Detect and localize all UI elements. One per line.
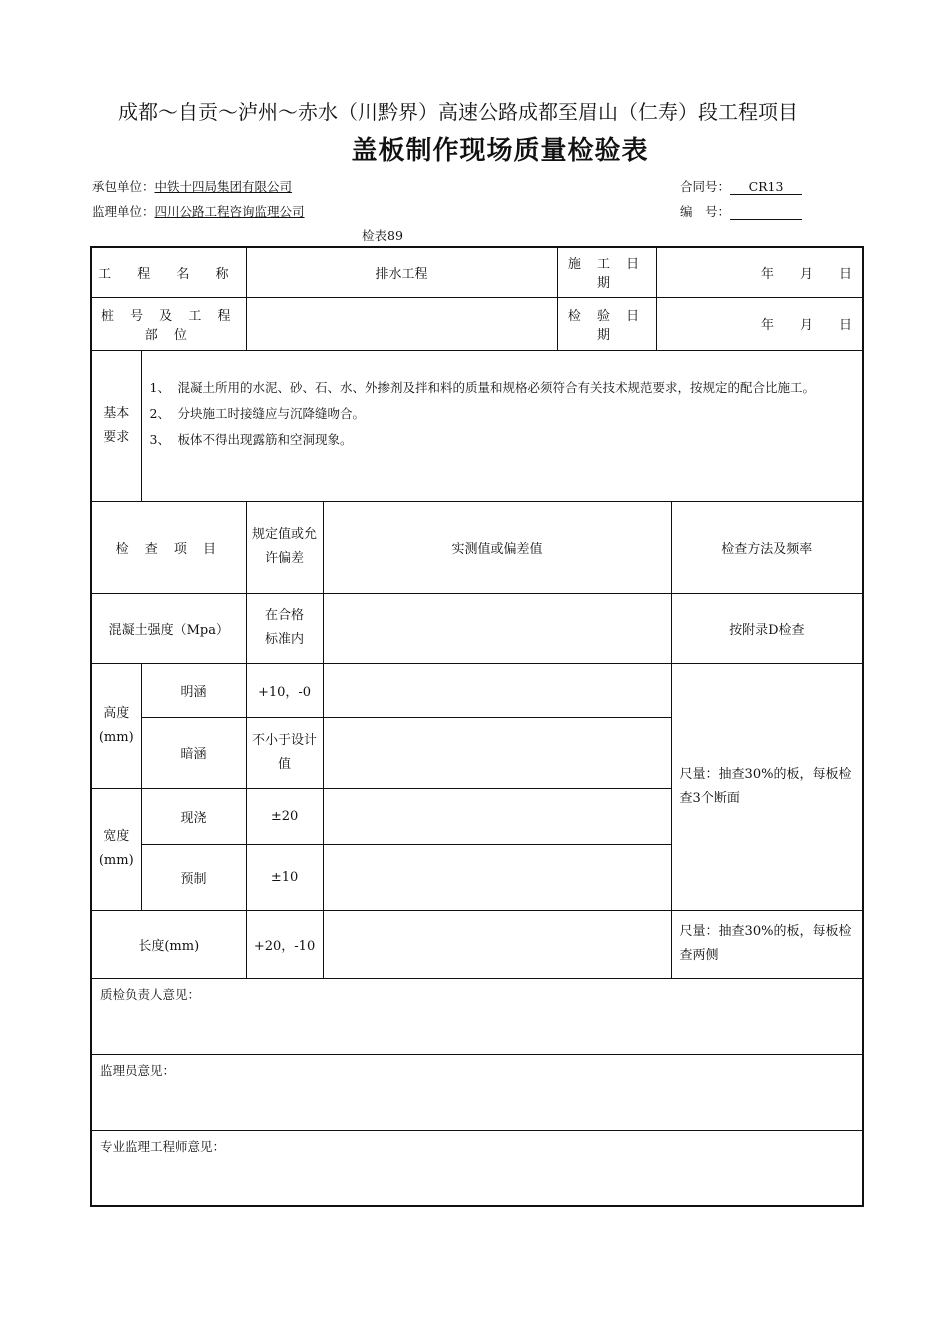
requirement-item: 3、 板体不得出现露筋和空洞现象。 (149, 431, 353, 447)
hidden-culvert-allowed: 不小于设计 值 (246, 717, 323, 788)
construction-date-value[interactable]: 年 月 日 (656, 247, 863, 297)
contract-no-label: 合同号： (680, 179, 731, 194)
open-culvert-label: 明涵 (141, 663, 246, 717)
cast-in-place-measured[interactable] (323, 788, 671, 844)
serial-no-line (680, 202, 802, 220)
station-label: 桩 号 及 工 程 部 位 (91, 297, 246, 350)
construction-date-label: 施 工 日 期 (557, 247, 656, 297)
contractor-label: 承包单位： (92, 179, 155, 194)
column-header-allowed: 规定值或允 许偏差 (246, 501, 323, 593)
requirement-item: 2、 分块施工时接缝应与沉降缝吻合。 (149, 405, 366, 421)
length-measured[interactable] (323, 910, 671, 978)
supervisor-line (92, 202, 305, 220)
requirement-item: 1、 混凝土所用的水泥、砂、石、水、外掺剂及拌和料的质量和规格必须符合有关技术规范要求，按规定的配合比施工。 (149, 379, 816, 395)
precast-measured[interactable] (323, 844, 671, 910)
strength-allowed: 在合格 标准内 (246, 593, 323, 663)
column-header-measured: 实测值或偏差值 (323, 501, 671, 593)
strength-method: 按附录D检查 (671, 593, 863, 663)
precast-allowed: ±10 (246, 844, 323, 910)
cast-in-place-allowed: ±20 (246, 788, 323, 844)
strength-label: 混凝土强度（Mpa） (91, 593, 246, 663)
qc-opinion-label: 质检负责人意见： (100, 986, 201, 1002)
engineer-opinion[interactable] (91, 1130, 863, 1206)
requirements-label-line2: 要求 (103, 429, 130, 445)
strength-measured[interactable] (323, 593, 671, 663)
hidden-culvert-measured[interactable] (323, 717, 671, 788)
contract-no-value[interactable]: CR13 (730, 179, 802, 195)
hidden-culvert-label: 暗涵 (141, 717, 246, 788)
station-value[interactable] (246, 297, 557, 350)
width-label: 宽度 (mm) (91, 788, 141, 910)
requirements-label (91, 350, 141, 501)
engineer-opinion-label: 专业监理工程师意见： (100, 1138, 226, 1154)
serial-no-label: 编 号： (680, 204, 731, 219)
project-name-label: 工 程 名 称 (91, 247, 246, 297)
column-header-item: 检 查 项 目 (91, 501, 246, 593)
contractor-value: 中铁十四局集团有限公司 (154, 179, 293, 194)
supervisor-value: 四川公路工程咨询监理公司 (154, 204, 305, 219)
project-name-value[interactable]: 排水工程 (246, 247, 557, 297)
requirements-label-line1: 基本 (103, 405, 130, 421)
requirements-list (141, 350, 863, 501)
form-number: 检表89 (362, 228, 403, 243)
page-title: 盖板制作现场质量检验表 (351, 136, 649, 166)
cast-in-place-label: 现浇 (141, 788, 246, 844)
length-method: 尺量：抽查30%的板，每板检 查两侧 (671, 910, 863, 978)
contract-no-line (680, 177, 802, 195)
height-label: 高度 (mm) (91, 663, 141, 788)
supervisor-opinion-label: 监理员意见： (100, 1062, 176, 1078)
column-header-method: 检查方法及频率 (671, 501, 863, 593)
inspection-table (90, 246, 864, 1207)
size-method: 尺量：抽查30%的板，每板检 查3个断面 (671, 663, 863, 910)
length-allowed: +20，-10 (246, 910, 323, 978)
open-culvert-allowed: +10，-0 (246, 663, 323, 717)
inspection-date-value[interactable]: 年 月 日 (656, 297, 863, 350)
open-culvert-measured[interactable] (323, 663, 671, 717)
serial-no-value[interactable] (730, 205, 802, 220)
precast-label: 预制 (141, 844, 246, 910)
qc-opinion[interactable] (91, 978, 863, 1054)
supervisor-opinion[interactable] (91, 1054, 863, 1130)
length-label: 长度(mm) (91, 910, 246, 978)
contractor-line (92, 177, 292, 195)
supervisor-label: 监理单位： (92, 204, 155, 219)
project-name: 成都～自贡～泸州～赤水（川黔界）高速公路成都至眉山（仁寿）段工程项目 (118, 100, 798, 124)
inspection-date-label: 检 验 日 期 (557, 297, 656, 350)
